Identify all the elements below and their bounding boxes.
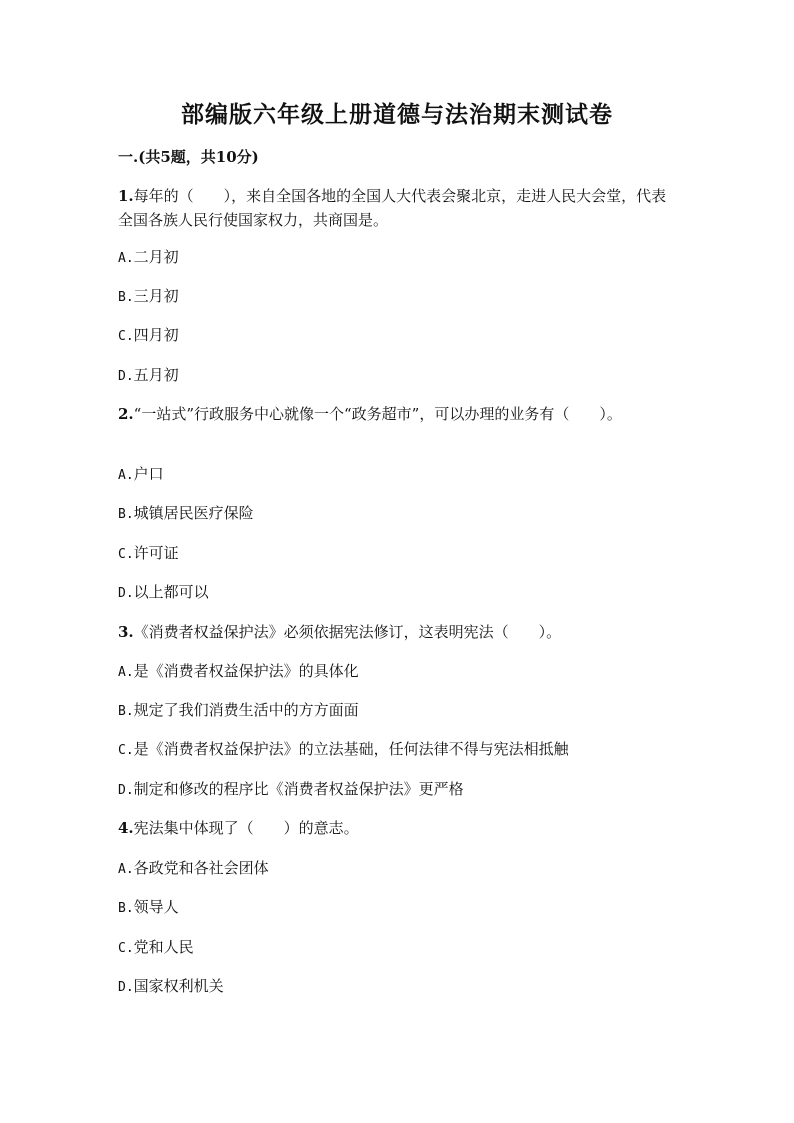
option-1d [118,365,179,387]
option-text: 户口 [133,465,164,483]
section-header: 一.(共5题，共10分) [118,148,259,166]
option-text: 制定和修改的程序比《消费者权益保护法》更严格 [133,780,464,798]
question-number: 4. [118,819,134,837]
question-text: 《消费者权益保护法》必须依据宪法修订，这表明宪法（ ）。 [133,623,562,641]
option-2b [118,503,254,525]
question-4 [118,816,678,840]
option-4a [118,858,269,880]
option-letter: D. [118,369,134,384]
option-letter: A. [118,665,134,680]
question-number: 1. [118,187,134,205]
option-letter: D. [118,783,134,798]
option-letter: A. [118,251,134,266]
option-2d [118,582,209,604]
option-text: 城镇居民医疗保险 [133,504,254,522]
option-text: 二月初 [133,248,179,266]
option-text: 三月初 [133,287,179,305]
option-3a [118,661,359,683]
question-2 [118,402,678,426]
option-text: 各政党和各社会团体 [133,859,269,877]
option-2a [118,464,164,486]
page-title: 部编版六年级上册道德与法治期末测试卷 [181,101,613,128]
option-text: 以上都可以 [133,583,209,601]
option-4b [118,897,179,919]
question-text: “一站式”行政服务中心就像一个“政务超市”，可以办理的业务有（ ）。 [133,405,622,423]
option-3d [118,779,464,801]
option-letter: B. [118,290,134,305]
option-letter: C. [118,941,134,956]
option-text: 是《消费者权益保护法》的立法基础，任何法律不得与宪法相抵触 [133,740,569,758]
option-letter: C. [118,547,134,562]
option-text: 国家权利机关 [133,977,224,995]
option-4d [118,976,224,998]
option-letter: C. [118,743,134,758]
question-text: 宪法集中体现了（ ）的意志。 [133,819,359,837]
option-text: 五月初 [133,366,179,384]
option-text: 四月初 [133,326,179,344]
option-letter: B. [118,901,134,916]
option-letter: A. [118,468,134,483]
option-4c [118,937,194,959]
option-1b [118,286,179,308]
question-number: 2. [118,405,134,423]
option-letter: B. [118,507,134,522]
option-letter: B. [118,704,134,719]
question-text: 每年的（ ），来自全国各地的全国人大代表会聚北京，走进人民大会堂，代表全国各族人民行使国家权力，共商国是。 [118,187,667,229]
option-letter: C. [118,329,134,344]
option-letter: A. [118,862,134,877]
option-letter: D. [118,586,134,601]
option-text: 规定了我们消费生活中的方方面面 [133,701,359,719]
option-2c [118,543,179,565]
option-3c [118,739,569,761]
option-1c [118,325,179,347]
question-1 [118,184,678,232]
option-text: 党和人民 [133,938,194,956]
option-text: 是《消费者权益保护法》的具体化 [133,662,359,680]
option-text: 许可证 [133,544,179,562]
question-3 [118,620,678,644]
option-3b [118,700,359,722]
question-number: 3. [118,623,134,641]
option-text: 领导人 [133,898,179,916]
option-letter: D. [118,980,134,995]
option-1a [118,247,179,269]
